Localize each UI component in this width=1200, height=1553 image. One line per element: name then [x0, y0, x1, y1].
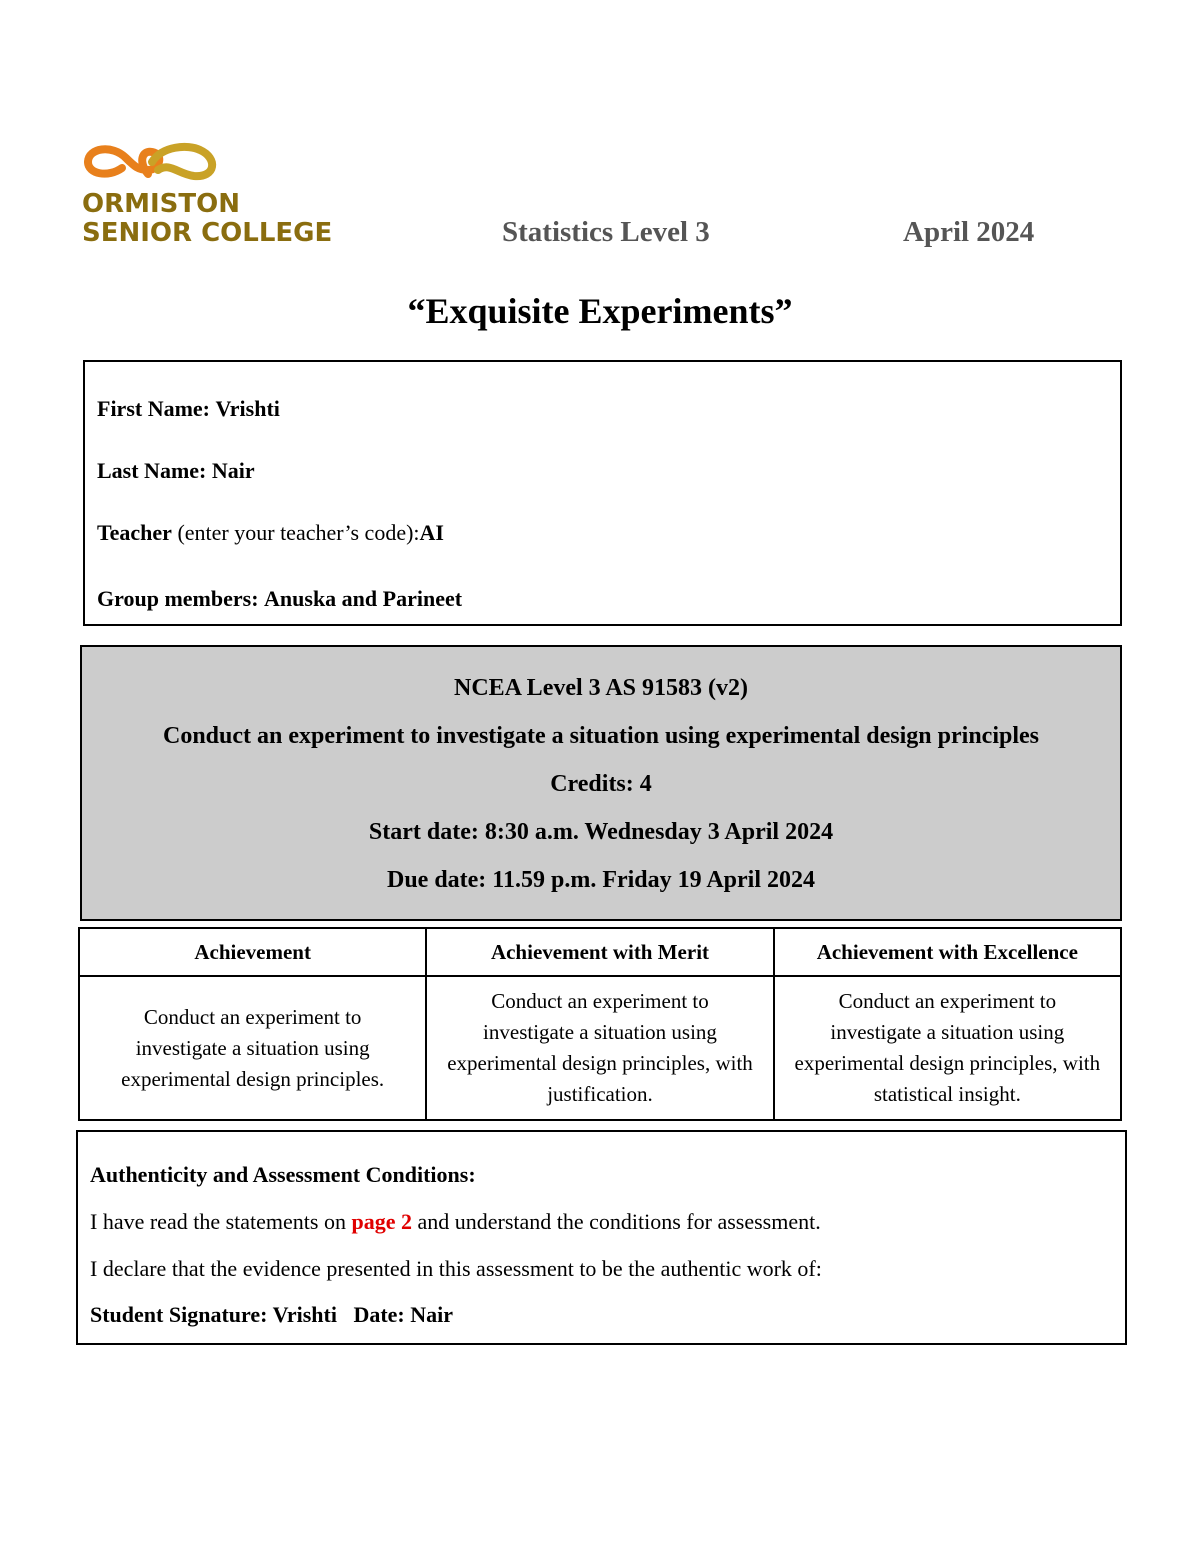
college-logo [80, 140, 350, 250]
logo-text-line1: ORMISTON [82, 189, 240, 219]
declaration-text: I declare that the evidence presented in this assessment to be the authentic work of: [90, 1256, 822, 1281]
page-2-link[interactable]: page 2 [351, 1209, 412, 1234]
teacher-label: Teacher [97, 520, 172, 545]
grade-criteria-merit: Conduct an experiment to investigate a situation using experimental design principles, with justification. [426, 976, 773, 1120]
signature-label: Student Signature: [90, 1302, 268, 1327]
grade-criteria-excellence: Conduct an experiment to investigate a situation using experimental design principles, with statistical insight. [774, 976, 1121, 1120]
grade-header-achievement: Achievement [79, 928, 426, 976]
last-name-value[interactable]: Nair [211, 458, 255, 483]
read-statement-post: and understand the conditions for assessment. [417, 1209, 821, 1234]
last-name-row [97, 458, 255, 484]
header-subject: Statistics Level 3 [502, 216, 710, 248]
date-label: Date: [353, 1302, 405, 1327]
signature-value[interactable]: Vrishti [272, 1302, 337, 1327]
group-members-value[interactable]: Anuska and Parineet [264, 586, 463, 611]
standard-code: NCEA Level 3 AS 91583 (v2) [454, 675, 748, 701]
grade-criteria-achievement: Conduct an experiment to investigate a situation using experimental design principles. [79, 976, 426, 1120]
authenticity-box [76, 1130, 1127, 1345]
teacher-row [97, 520, 444, 546]
infinity-loop-logo-icon [82, 140, 222, 184]
first-name-row [97, 396, 280, 422]
logo-text-line2: SENIOR COLLEGE [82, 218, 333, 248]
read-statement [90, 1209, 821, 1235]
standard-description: Conduct an experiment to investigate a situation using experimental design principles [162, 723, 1039, 749]
grade-header-merit: Achievement with Merit [426, 928, 773, 976]
first-name-value[interactable]: Vrishti [215, 396, 280, 421]
due-date: Due date: 11.59 p.m. Friday 19 April 2024 [386, 867, 815, 893]
date-value[interactable]: Nair [410, 1302, 454, 1327]
first-name-label: First Name: [97, 396, 211, 421]
teacher-code-value[interactable]: AI [419, 520, 444, 545]
read-statement-pre: I have read the statements on [90, 1209, 346, 1234]
standard-credits: Credits: 4 [550, 771, 652, 797]
standard-info-box [80, 645, 1122, 921]
grade-header-excellence: Achievement with Excellence [774, 928, 1121, 976]
last-name-label: Last Name: [97, 458, 207, 483]
document-title: “Exquisite Experiments” [407, 291, 793, 331]
signature-row [90, 1302, 453, 1328]
start-date: Start date: 8:30 a.m. Wednesday 3 April 2024 [368, 819, 834, 845]
student-info-box [83, 360, 1122, 626]
header-date: April 2024 [903, 216, 1035, 248]
grade-criteria-table [78, 927, 1122, 1121]
group-members-row [97, 586, 462, 612]
group-members-label: Group members: [97, 586, 259, 611]
authenticity-heading: Authenticity and Assessment Conditions: [90, 1162, 476, 1187]
teacher-hint: (enter your teacher’s code): [177, 520, 420, 545]
